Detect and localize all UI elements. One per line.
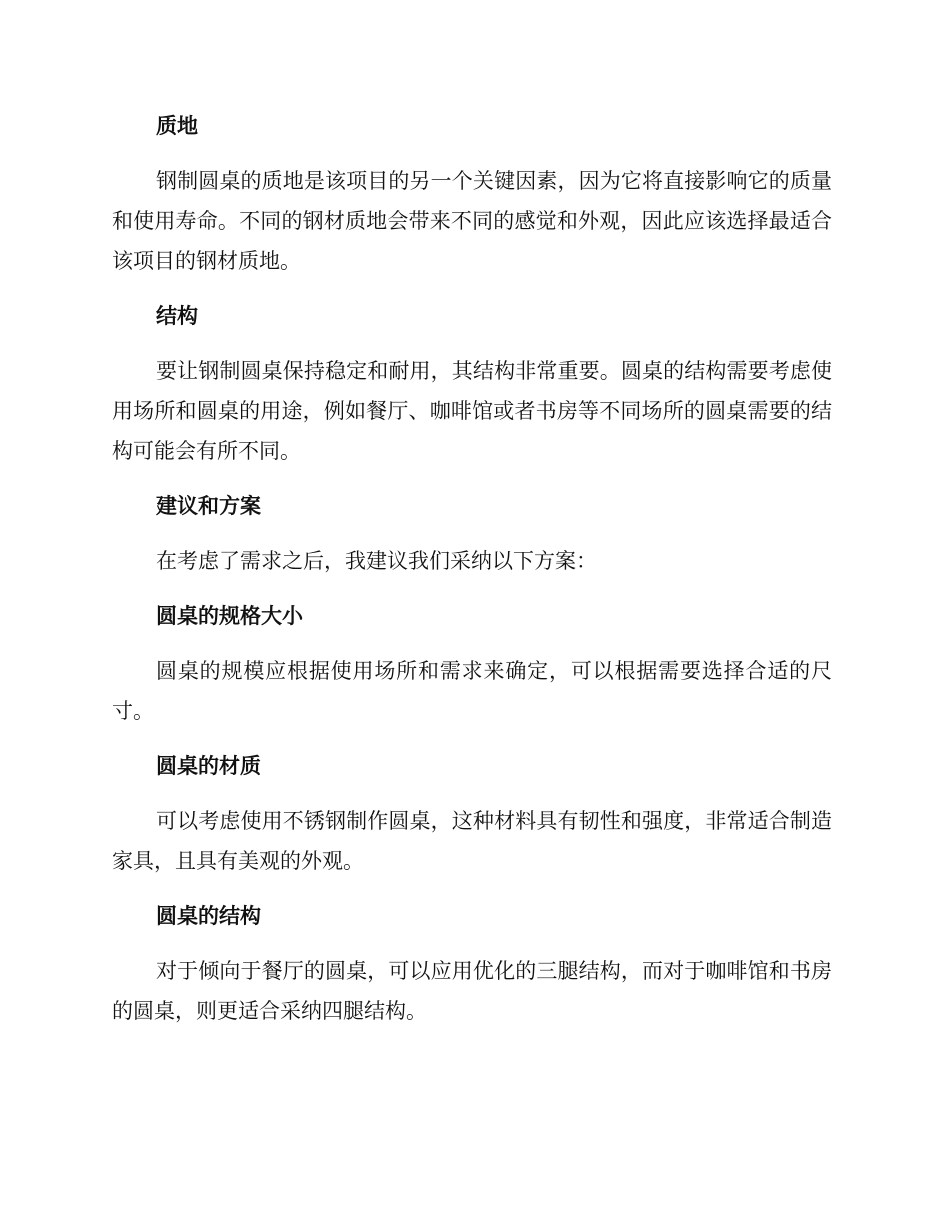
section-paragraph-size: 圆桌的规模应根据使用场所和需求来确定，可以根据需要选择合适的尺寸。 — [112, 659, 832, 723]
section-paragraph-texture: 钢制圆桌的质地是该项目的另一个关键因素，因为它将直接影响它的质量和使用寿命。不同的钢材质地会带来不同的感觉和外观，因此应该选择最适合该项目的钢材质地。 — [112, 169, 832, 273]
section-paragraph-material: 可以考虑使用不锈钢制作圆桌，这种材料具有韧性和强度，非常适合制造家具，且具有美观的外观。 — [112, 809, 832, 873]
section-paragraph-structure: 要让钢制圆桌保持稳定和耐用，其结构非常重要。圆桌的结构需要考虑使用场所和圆桌的用途，例如餐厅、咖啡馆或者书房等不同场所的圆桌需要的结构可能会有所不同。 — [112, 359, 832, 463]
section-heading-suggestions: 建议和方案 — [156, 494, 261, 518]
document-body — [112, 106, 832, 1031]
section-heading-material: 圆桌的材质 — [156, 754, 261, 778]
section-paragraph-suggestions: 在考虑了需求之后，我建议我们采纳以下方案： — [156, 549, 597, 573]
section-heading-texture: 质地 — [156, 114, 198, 138]
section-heading-size: 圆桌的规格大小 — [156, 604, 303, 628]
section-heading-table-structure: 圆桌的结构 — [156, 904, 261, 928]
section-paragraph-table-structure: 对于倾向于餐厅的圆桌，可以应用优化的三腿结构，而对于咖啡馆和书房的圆桌，则更适合采纳四腿结构。 — [112, 959, 832, 1023]
section-heading-structure: 结构 — [156, 304, 198, 328]
